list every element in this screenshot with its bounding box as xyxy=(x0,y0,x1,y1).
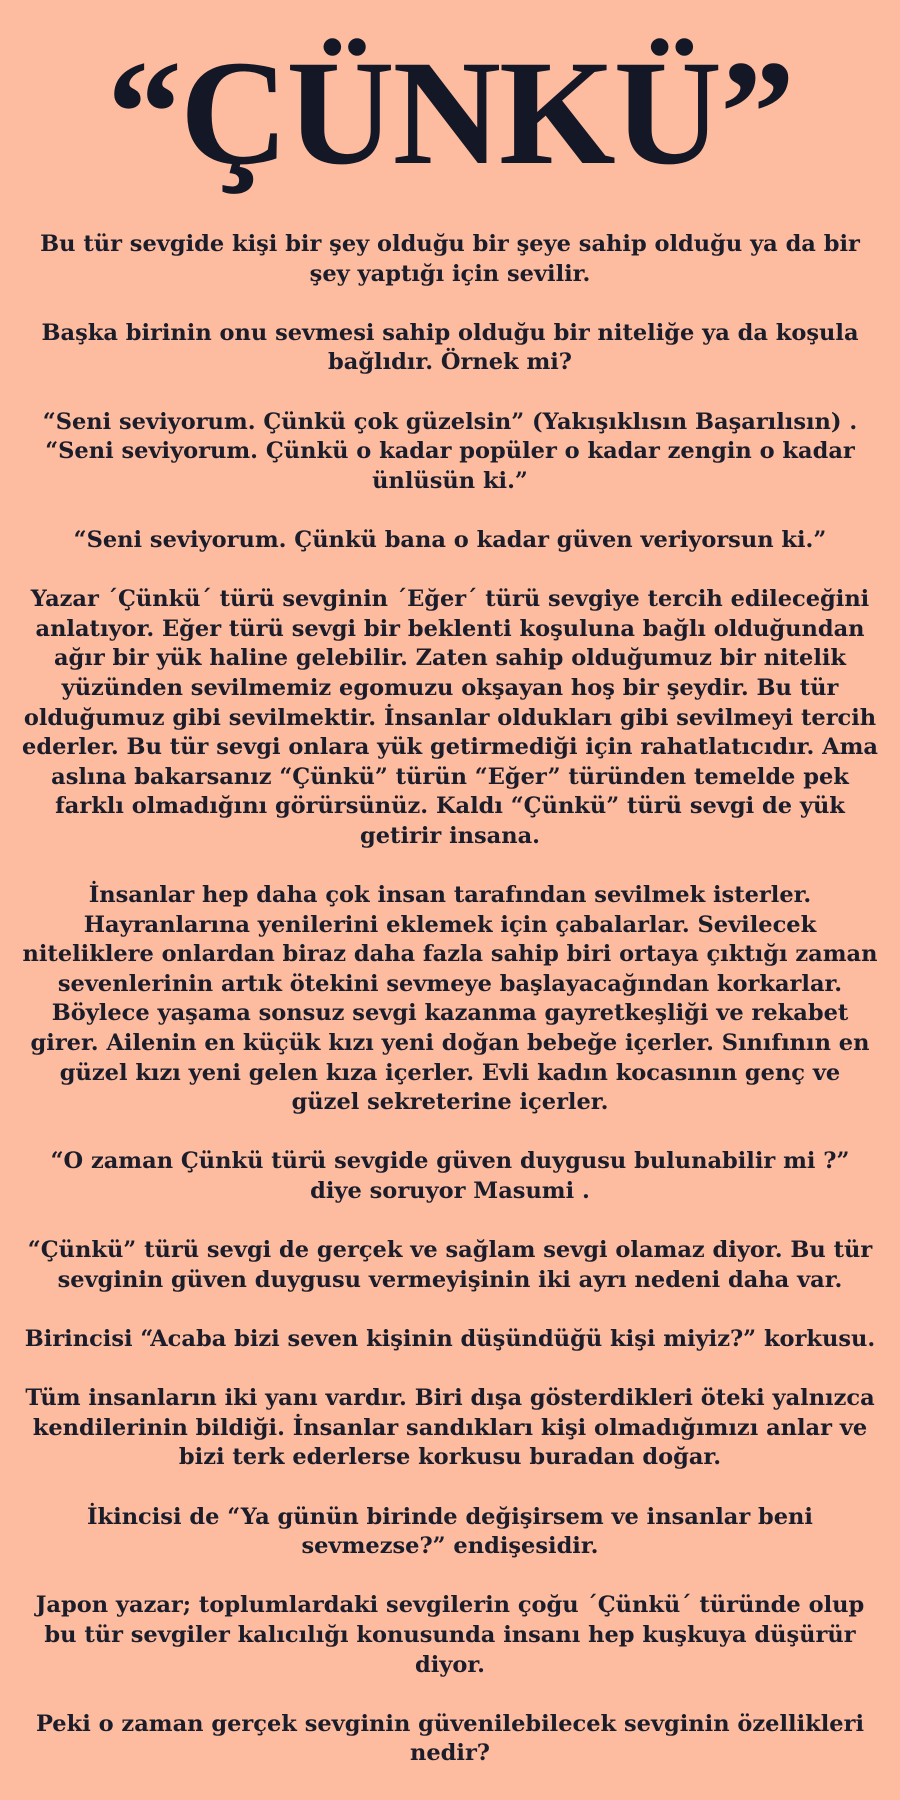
paragraph-1: Bu tür sevgide kişi bir şey olduğu bir şeye sahip olduğu ya da bir şey yaptığı için sevilir. xyxy=(40,231,860,287)
paragraph-6: İnsanlar hep daha çok insan tarafından sevilmek isterler. Hayranlarına yenilerini eklemek için çabalarlar. Sevilecek niteliklere onlardan biraz daha fazla sahip biri ortaya çıktığı zaman sevenlerinin artık ötekini sevmeye başlayacağından korkarlar. Böylece yaşama sonsuz sevgi kazanma gayretkeşliği ve rekabet girer. Ailenin en küçük kızı yeni doğan bebeğe içerler. Sınıfının en güzel kızı yeni gelen kıza içerler. Evli kadın kocasının genç ve güzel sekreterine içerler. xyxy=(22,882,878,1116)
paragraph-12: Japon yazar; toplumlardaki sevgilerin çoğu ´Çünkü´ türünde olup bu tür sevgiler kalıcılığı konusunda insanı hep kuşkuya düşürür diyor. xyxy=(35,1592,865,1678)
paragraph-3: “Seni seviyorum. Çünkü çok güzelsin” (Yakışıklısın Başarılısın) . “Seni seviyorum. Çünkü o kadar popüler o kadar zengin o kadar ünlüsün ki.” xyxy=(42,408,858,494)
paragraph-9: Birincisi “Acaba bizi seven kişinin düşündüğü kişi miyiz?” korkusu. xyxy=(24,1325,876,1352)
paragraph-5: Yazar ´Çünkü´ türü sevginin ´Eğer´ türü sevgiye tercih edileceğini anlatıyor. Eğer türü sevgi bir beklenti koşuluna bağlı olduğundan ağır bir yük haline gelebilir. Zaten sahip olduğumuz bir nitelik yüzünden sevilmemiz egomuzu okşayan hoş bir şeydir. Bu tür olduğumuz gibi sevilmektir. İnsanlar oldukları gibi sevilmeyi tercih ederler. Bu tür sevgi onlara yük getirmediği için rahatlatıcıdır. Ama aslına bakarsanız “Çünkü” türün “Eğer” türünden temelde pek farklı olmadığını görürsünüz. Kaldı “Çünkü” türü sevgi de yük getirir insana. xyxy=(22,586,878,849)
paragraph-13: Peki o zaman gerçek sevginin güvenilebilecek sevginin özellikleri nedir? xyxy=(35,1710,864,1767)
paragraph-4: “Seni seviyorum. Çünkü bana o kadar güven veriyorsun ki.” xyxy=(73,526,827,553)
paragraph-10: Tüm insanların iki yanı vardır. Biri dışa gösterdikleri öteki yalnızca kendilerinin bildiği. İnsanlar sandıkları kişi olmadığımızı anlar ve bizi terk ederlerse korkusu buradan doğar. xyxy=(25,1385,875,1471)
page-title: “ÇÜNKÜ” xyxy=(107,30,793,196)
paragraph-2: Başka birinin onu sevmesi sahip olduğu bir niteliğe ya da koşula bağlıdır. Örnek mi? xyxy=(41,319,859,376)
article-body xyxy=(22,230,878,1769)
paragraph-7: “O zaman Çünkü türü sevgide güven duygusu bulunabilir mi ?” diye soruyor Masumi . xyxy=(50,1148,850,1204)
paragraph-11: İkincisi de “Ya günün birinde değişirsem ve insanlar beni sevmezse?” endişesidir. xyxy=(87,1503,813,1560)
paragraph-8: “Çünkü” türü sevgi de gerçek ve sağlam sevgi olamaz diyor. Bu tür sevginin güven duygusu vermeyişinin iki ayrı nedeni daha var. xyxy=(27,1237,873,1293)
